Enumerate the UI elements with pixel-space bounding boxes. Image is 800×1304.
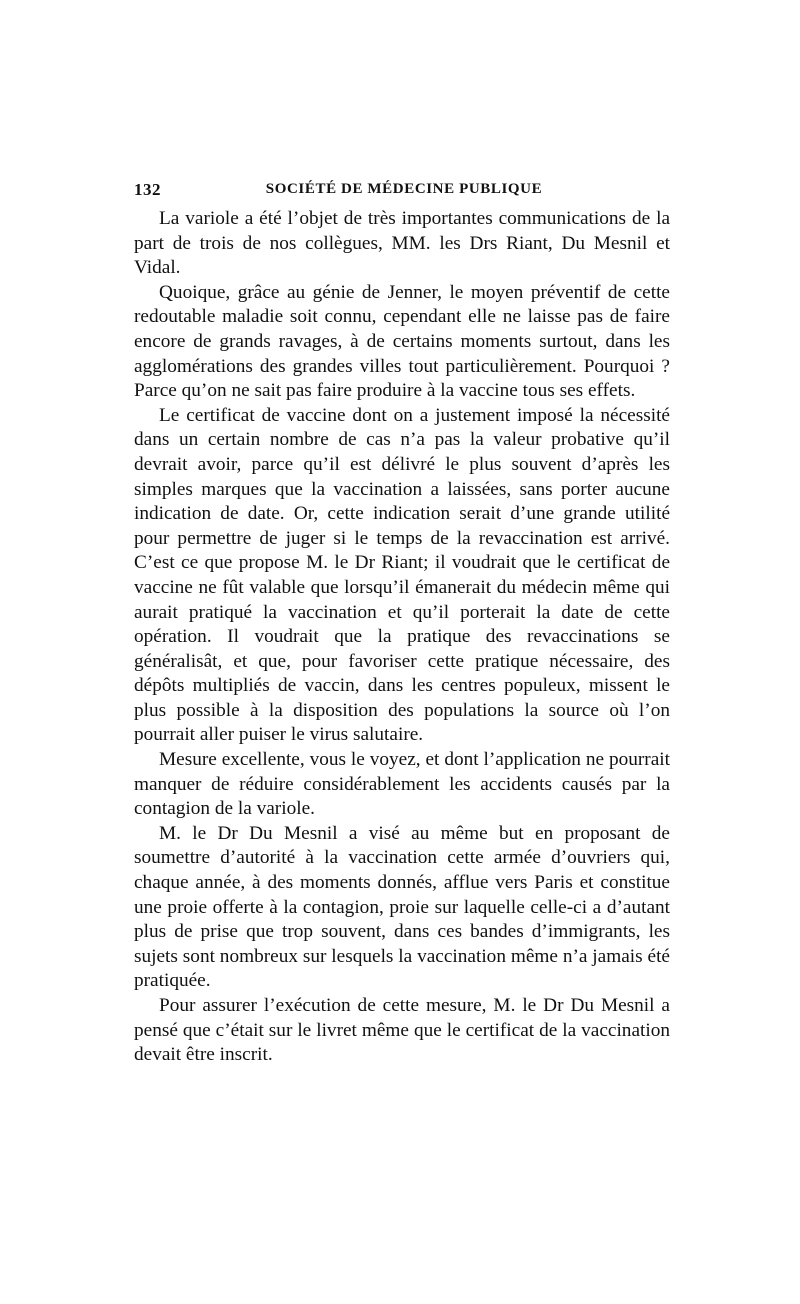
running-head	[134, 180, 670, 206]
paragraph: Le certificat de vaccine dont on a justement imposé la nécessité dans un certain nombre de cas n’a pas la valeur probative qu’il devrait avoir, parce qu’il est délivré le plus souvent d’après les simples marques que la vaccination a laissées, sans porter aucune indication de date. Or, cette indication serait d’une grande utilité pour permettre de juger si le temps de la revaccination est arrivé. C’est ce que propose M. le Dr Riant; il voudrait que le certificat de vaccine ne fût valable que lorsqu’il émanerait du médecin même qui aurait pratiqué la vaccination et qu’il porterait la date de cette opération. Il voudrait que la pratique des revaccinations se généralisât, et que, pour favoriser cette pratique nécessaire, des dépôts multipliés de vaccin, dans les centres populeux, missent le plus possible à la disposition des populations la source où l’on pourrait aller puiser le virus salutaire.	[134, 404, 670, 746]
paragraph: Quoique, grâce au génie de Jenner, le moyen préventif de cette redoutable maladie soit connu, cependant elle ne laisse pas de faire encore de grands ravages, à de certains moments surtout, dans les agglomérations des grandes villes tout particulièrement. Pourquoi ? Parce qu’on ne sait pas faire produire à la vaccine tous ses effets.	[134, 281, 670, 402]
running-title: SOCIÉTÉ DE MÉDECINE PUBLIQUE	[265, 181, 543, 197]
body-text	[134, 207, 670, 1068]
paragraph: La variole a été l’objet de très importantes communications de la part de trois de nos collègues, MM. les Drs Riant, Du Mesnil et Vidal.	[134, 208, 670, 279]
paragraph: Pour assurer l’exécution de cette mesure, M. le Dr Du Mesnil a pensé que c’était sur le livret même que le certificat de la vaccination devait être inscrit.	[134, 995, 670, 1066]
paragraph: M. le Dr Du Mesnil a visé au même but en proposant de soumettre d’autorité à la vaccination cette armée d’ouvriers qui, chaque année, à des moments donnés, afflue vers Paris et constitue une proie offerte à la contagion, proie sur laquelle celle-ci a d’autant plus de prise que trop souvent, dans ces bandes d’immigrants, les sujets sont nombreux sur lesquels la vaccination même n’a jamais été pratiquée.	[134, 822, 670, 992]
page-number: 132	[134, 180, 161, 199]
paragraph: Mesure excellente, vous le voyez, et dont l’application ne pourrait manquer de réduire considérablement les accidents causés par la contagion de la variole.	[134, 749, 670, 820]
